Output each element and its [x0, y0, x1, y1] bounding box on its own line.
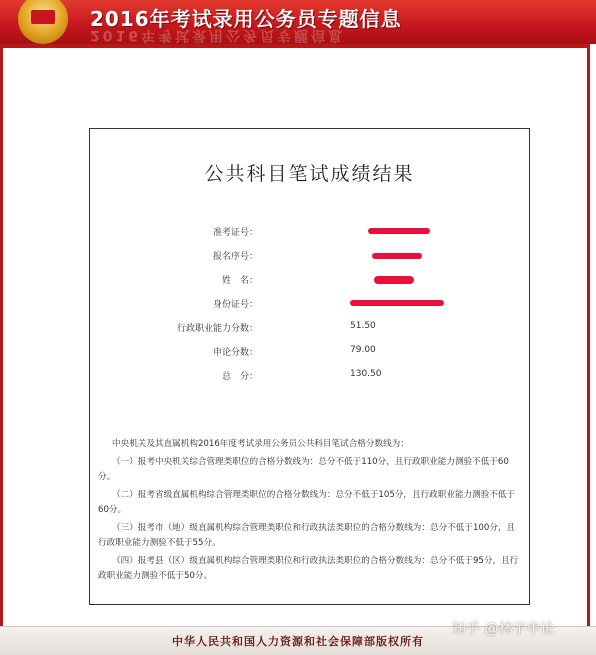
- watermark-text: 知乎 @林宇申论: [452, 621, 555, 637]
- field-value: 130.50: [350, 369, 382, 379]
- field-label: 姓 名：: [221, 276, 258, 286]
- score-result-document: [89, 128, 530, 605]
- banner-title-reflection: 2016年考试录用公务员专题信息: [90, 27, 345, 43]
- field-value: 51.50: [350, 321, 376, 331]
- redaction-mark: [368, 228, 430, 234]
- redaction-mark: [374, 276, 414, 284]
- notes-intro: 中央机关及其直属机构2016年度考试录用公务员公共科目笔试合格分数线为：: [112, 439, 409, 449]
- field-label: 行政职业能力分数：: [176, 324, 258, 334]
- field-name: [90, 273, 531, 289]
- redaction-mark: [350, 300, 444, 306]
- result-title: 公共科目笔试成绩结果: [204, 163, 415, 185]
- field-label: 总 分：: [221, 372, 258, 382]
- field-label: 准考证号：: [212, 228, 258, 238]
- field-aptitude-score: [90, 321, 531, 337]
- passing-score-notes: [98, 437, 522, 587]
- redaction-mark: [372, 253, 422, 259]
- banner-title: 2016年考试录用公务员专题信息: [90, 7, 402, 31]
- field-registration-number: [90, 249, 531, 265]
- field-label: 身份证号：: [212, 300, 258, 310]
- field-essay-score: [90, 345, 531, 361]
- note-item: （四）报考县（区）级直属机构综合管理类职位和行政执法类职位的合格分数线为：总分不低于95分，且行政职业能力测验不低于50分。: [98, 555, 519, 581]
- header-banner: [0, 0, 596, 44]
- national-emblem-icon: [18, 0, 68, 44]
- copyright-text: 中华人民共和国人力资源和社会保障部版权所有: [172, 635, 424, 648]
- field-value: 79.00: [350, 345, 376, 355]
- field-id-number: [90, 297, 531, 313]
- field-total-score: [90, 369, 531, 385]
- field-exam-number: [90, 225, 531, 241]
- note-item: （一）报考中央机关综合管理类职位的合格分数线为：总分不低于110分，且行政职业能力测验不低于60分。: [98, 456, 509, 482]
- field-label: 申论分数：: [212, 348, 258, 358]
- note-item: （二）报考省级直属机构综合管理类职位的合格分数线为：总分不低于105分，且行政职业能力测验不低于60分。: [98, 489, 516, 515]
- note-item: （三）报考市（地）级直属机构综合管理类职位和行政执法类职位的合格分数线为：总分不低于100分，且行政职业能力测验不低于55分。: [98, 522, 516, 548]
- field-label: 报名序号：: [212, 252, 258, 262]
